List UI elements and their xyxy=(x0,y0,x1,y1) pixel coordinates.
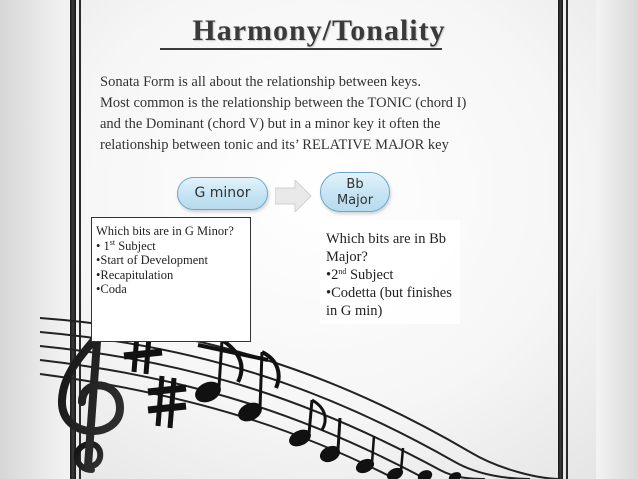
slide-title: Harmony/Tonality xyxy=(192,14,446,47)
arrow-right-icon xyxy=(275,180,313,212)
key-g-minor-box: G minor xyxy=(177,177,268,210)
bb-major-sections-box xyxy=(320,220,460,324)
intro-line: relationship between tonic and its’ RELATIVE MAJOR key xyxy=(100,137,449,153)
intro-line: and the Dominant (chord V) but in a minor key it often the xyxy=(100,116,441,132)
g-minor-sections-box xyxy=(91,217,251,342)
box-heading: Which bits are in G Minor? xyxy=(96,224,234,238)
box-heading: Which bits are in Bb xyxy=(326,231,447,247)
title-underline xyxy=(160,48,442,50)
box-heading: Major? xyxy=(326,249,368,265)
list-item: in G min) xyxy=(326,303,383,319)
intro-line: Most common is the relationship between the TONIC (chord I) xyxy=(100,95,467,111)
list-item: •Recapitulation xyxy=(96,267,174,282)
list-item: •Coda xyxy=(96,282,127,296)
list-item: •2nd Subject xyxy=(326,267,394,283)
eighth-note-icon xyxy=(192,340,462,479)
intro-line: Sonata Form is all about the relationship between keys. xyxy=(100,74,421,90)
key-bb-line: Bb xyxy=(346,177,364,192)
key-major-line: Major xyxy=(336,193,374,208)
list-item: • 1st Subject xyxy=(96,237,156,253)
list-item: •Codetta (but finishes xyxy=(326,285,452,301)
intro-paragraph xyxy=(100,72,540,156)
list-item: •Start of Development xyxy=(96,253,208,267)
key-bb-major-box xyxy=(320,172,390,212)
